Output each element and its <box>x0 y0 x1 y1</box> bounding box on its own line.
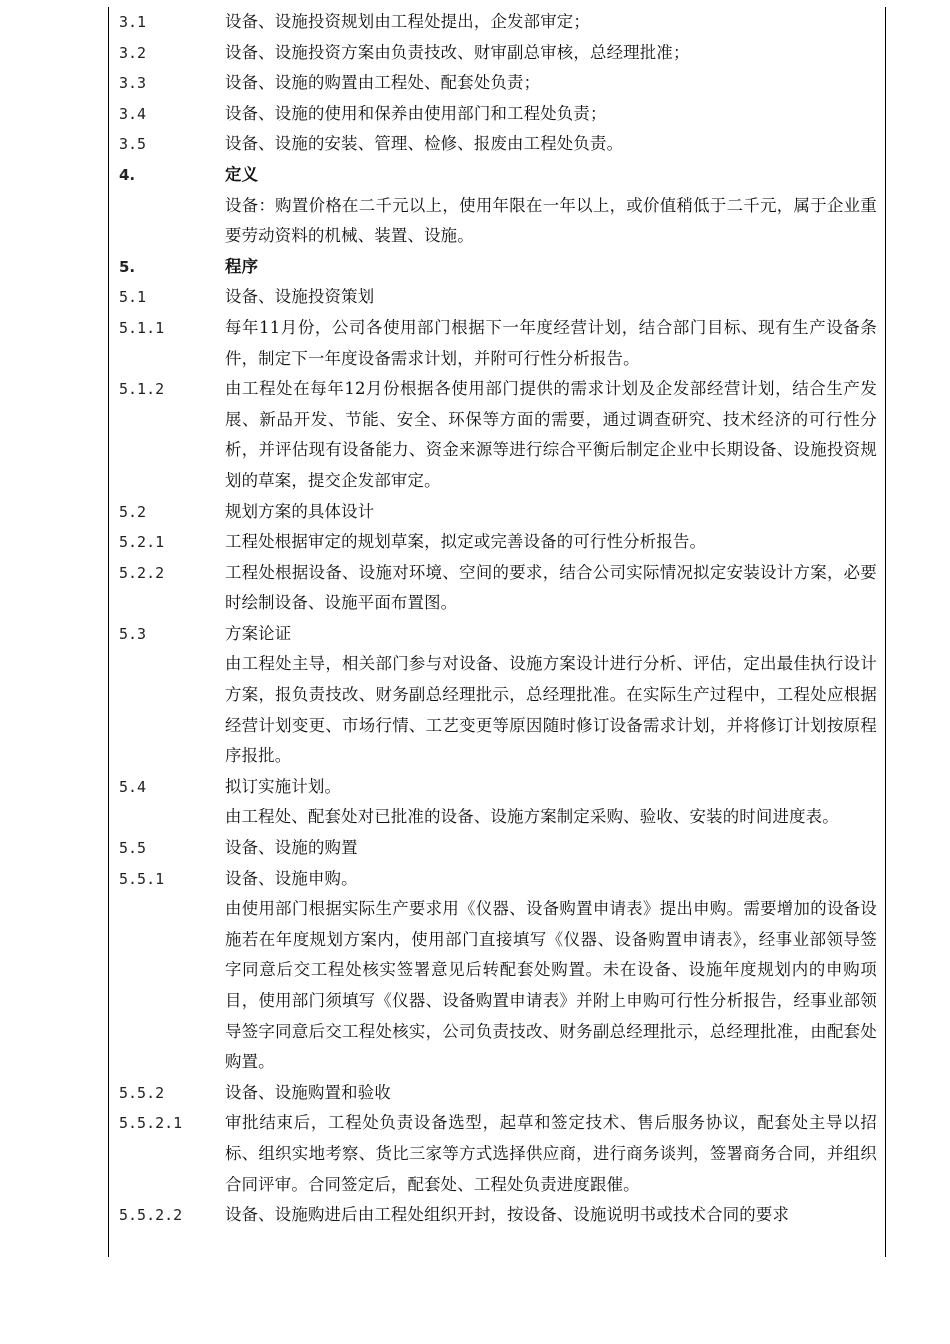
section-number: 5.1.1 <box>119 318 165 337</box>
row-5-1-1 <box>109 313 885 374</box>
section-text: 设备、设施投资策划 <box>225 287 375 307</box>
row-5-5 <box>109 833 885 864</box>
section-text: 设备：购置价格在二千元以上，使用年限在一年以上，或价值稍低于二千元，属于企业重要劳动资料的机械、装置、设施。 <box>225 195 877 246</box>
section-text: 工程处根据审定的规划草案，拟定或完善设备的可行性分析报告。 <box>225 532 707 552</box>
section-text: 设备、设施的购置由工程处、配套处负责； <box>225 73 541 93</box>
row-definition-body <box>109 191 885 252</box>
section-number: 4. <box>119 165 136 184</box>
section-text: 审批结束后，工程处负责设备选型，起草和签定技术、售后服务协议，配套处主导以招标、组织实地考察、货比三家等方式选择供应商，进行商务谈判，签署商务合同，并组织合同评审。合同签定后，配套处、工程处负责进度跟催。 <box>225 1113 877 1194</box>
procedure-list <box>109 7 885 1231</box>
section-text: 设备、设施投资规划由工程处提出，企发部审定； <box>225 12 590 31</box>
section-text: 设备、设施的安装、管理、检修、报废由工程处负责。 <box>225 134 624 154</box>
section-number: 5.4 <box>119 777 147 796</box>
row-5-5-2 <box>109 1078 885 1109</box>
heading-procedure <box>109 252 885 283</box>
section-text: 设备、设施的购置 <box>225 838 358 858</box>
row-5-5-2-1 <box>109 1108 885 1200</box>
section-number: 5.5 <box>119 839 147 858</box>
section-number <box>109 191 225 252</box>
section-heading: 定义 <box>225 164 259 184</box>
section-number: 5.3 <box>119 624 147 643</box>
section-text: 由工程处在每年12月份根据各使用部门提供的需求计划及企发部经营计划，结合生产发展、新品开发、节能、安全、环保等方面的需要，通过调查研究、技术经济的可行性分析，并评估现有设备能力、资金来源等进行综合平衡后制定企业中长期设备、设施投资规划的草案，提交企发部审定。 <box>225 379 877 490</box>
row-3-3 <box>109 68 885 99</box>
section-heading: 程序 <box>225 256 259 276</box>
row-3-1 <box>109 7 885 38</box>
section-number: 5.5.2.2 <box>119 1206 183 1225</box>
section-number: 3.3 <box>119 74 147 93</box>
section-text: 设备、设施购进后由工程处组织开封，按设备、设施说明书或技术合同的要求 <box>225 1205 790 1225</box>
section-number: 5.5.1 <box>119 869 165 888</box>
section-text: 由使用部门根据实际生产要求用《仪器、设备购置申请表》提出申购。需要增加的设备设施若在年度规划方案内，使用部门直接填写《仪器、设备购置申请表》，经事业部领导签字同意后交工程处核实签署意见后转配套处购置。未在设备、设施年度规划内的申购项目，使用部门须填写《仪器、设备购置申请表》并附上申购可行性分析报告，经事业部领导签字同意后交工程处核实，公司负责技改、财务副总经理批示，总经理批准，由配套处购置。 <box>225 899 877 1072</box>
row-5-1 <box>109 282 885 313</box>
section-text: 设备、设施申购。 <box>225 868 358 888</box>
row-5-3 <box>109 619 885 650</box>
row-5-5-2-2 <box>109 1200 885 1231</box>
section-text: 设备、设施的使用和保养由使用部门和工程处负责； <box>225 103 607 123</box>
section-number: 5.2 <box>119 502 147 521</box>
row-5-4-body <box>109 802 885 833</box>
section-text: 每年11月份，公司各使用部门根据下一年度经营计划，结合部门目标、现有生产设备条件，制定下一年度设备需求计划，并附可行性分析报告。 <box>225 317 877 368</box>
row-5-5-1-body <box>109 894 885 1078</box>
section-text: 规划方案的具体设计 <box>225 501 375 521</box>
section-number: 5.5.2.1 <box>119 1114 183 1133</box>
section-number: 5.2.1 <box>119 533 165 552</box>
section-number: 5. <box>119 257 136 276</box>
section-number: 3.1 <box>119 13 147 31</box>
section-number: 5.2.2 <box>119 563 165 582</box>
row-5-1-2 <box>109 374 885 496</box>
row-5-2 <box>109 497 885 528</box>
section-number: 3.2 <box>119 43 147 62</box>
section-number: 5.5.2 <box>119 1083 165 1102</box>
section-number <box>109 894 225 1078</box>
row-5-3-body <box>109 649 885 771</box>
section-text: 设备、设施购置和验收 <box>225 1082 391 1102</box>
section-number: 5.1.2 <box>119 380 165 399</box>
section-text: 由工程处主导，相关部门参与对设备、设施方案设计进行分析、评估，定出最佳执行设计方案，报负责技改、财务副总经理批示，总经理批准。在实际生产过程中，工程处应根据经营计划变更、市场行情、工艺变更等原因随时修订设备需求计划，并将修订计划按原程序报批。 <box>225 654 877 766</box>
section-number: 3.5 <box>119 135 147 154</box>
section-number: 5.1 <box>119 288 147 307</box>
row-3-5 <box>109 129 885 160</box>
section-number <box>109 802 225 833</box>
row-5-2-1 <box>109 527 885 558</box>
section-number: 3.4 <box>119 104 147 123</box>
row-5-2-2 <box>109 558 885 619</box>
section-text: 拟订实施计划。 <box>225 776 342 796</box>
row-3-2 <box>109 38 885 69</box>
section-text: 工程处根据设备、设施对环境、空间的要求，结合公司实际情况拟定安装设计方案，必要时绘制设备、设施平面布置图。 <box>225 562 877 613</box>
section-text: 方案论证 <box>225 623 292 643</box>
row-3-4 <box>109 99 885 130</box>
row-5-4 <box>109 772 885 803</box>
section-number <box>109 649 225 771</box>
heading-definition <box>109 160 885 191</box>
section-text: 由工程处、配套处对已批准的设备、设施方案制定采购、验收、安装的时间进度表。 <box>225 807 839 827</box>
section-text: 设备、设施投资方案由负责技改、财审副总审核，总经理批准； <box>225 42 690 62</box>
document-page <box>108 7 886 1257</box>
row-5-5-1 <box>109 864 885 895</box>
